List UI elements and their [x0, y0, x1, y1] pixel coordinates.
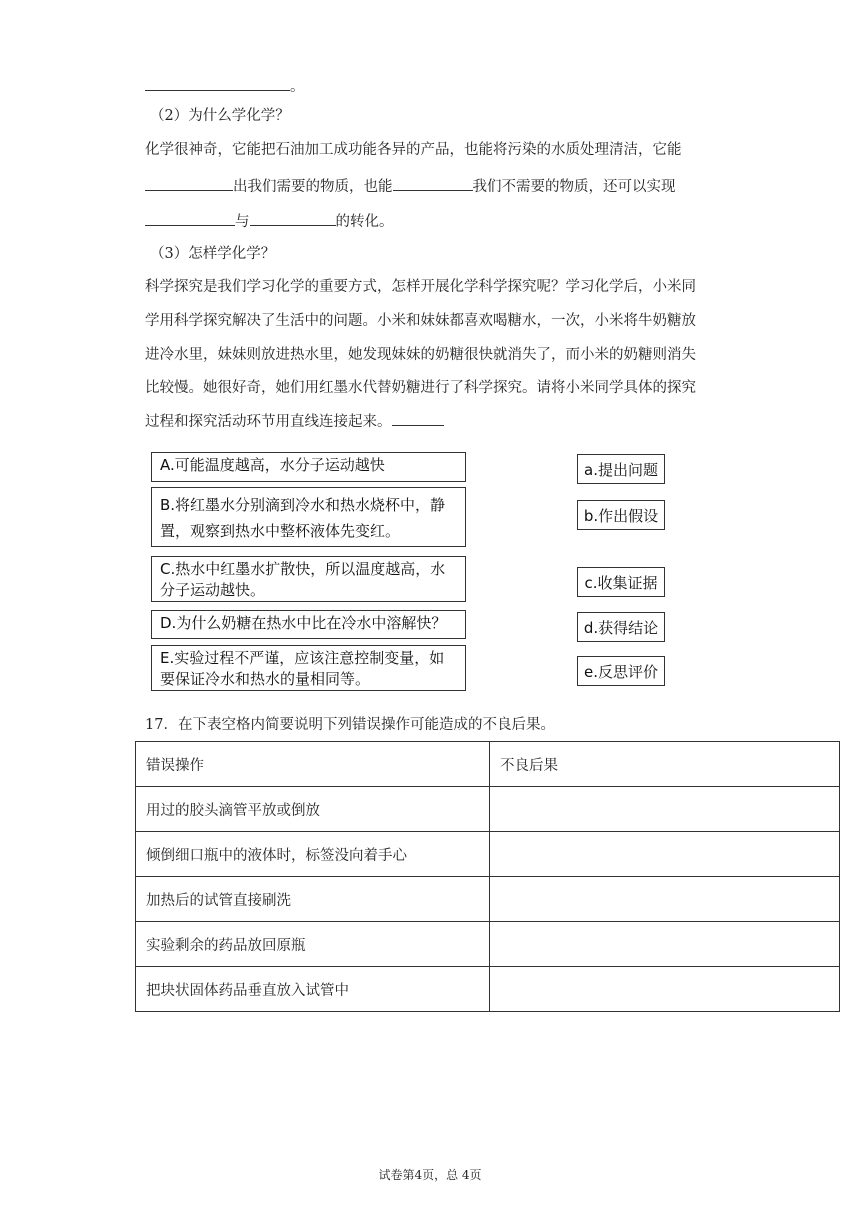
process-box-b[interactable]: B.将红墨水分别滴到冷水和热水烧杯中，静 置，观察到热水中整杯液体先变红。 — [151, 487, 466, 547]
part3-heading: （3）怎样学化学？ — [150, 246, 276, 262]
part2-heading: （2）为什么学化学？ — [150, 108, 290, 124]
operation-cell: 把块状固体药品垂直放入试管中 — [136, 967, 490, 1012]
table-row — [136, 787, 840, 832]
answer-cell[interactable] — [490, 967, 840, 1012]
answer-cell[interactable] — [490, 787, 840, 832]
answer-blank[interactable] — [393, 176, 473, 191]
part2-line3: 与 的转化。 — [145, 211, 394, 232]
table-header-cell: 错误操作 — [136, 742, 490, 787]
step-box-b[interactable]: b.作出假设 — [577, 500, 665, 530]
page-footer: 试卷第4页，总 4页 — [378, 1168, 482, 1182]
step-box-c[interactable]: c.收集证据 — [577, 567, 665, 597]
part3-paragraph-line: 进冷水里，妹妹则放进热水里，她发现妹妹的奶糖很快就消失了，而小米的奶糖则消失 — [145, 347, 696, 363]
process-box-c[interactable]: C.热水中红墨水扩散快，所以温度越高，水 分子运动越快。 — [151, 556, 466, 602]
process-box-d[interactable]: D.为什么奶糖在热水中比在冷水中溶解快？ — [151, 610, 466, 639]
process-box-a[interactable]: A.可能温度越高，水分子运动越快 — [151, 452, 466, 482]
part3-paragraph-line: 比较慢。她很好奇，她们用红墨水代替奶糖进行了科学探究。请将小米同学具体的探究 — [145, 380, 696, 396]
answer-cell[interactable] — [490, 877, 840, 922]
answer-blank[interactable] — [145, 211, 235, 226]
process-box-e[interactable]: E.实验过程不严谨，应该注意控制变量，如 要保证冷水和热水的量相同等。 — [151, 645, 466, 691]
step-box-e[interactable]: e.反思评价 — [577, 656, 665, 686]
answer-blank[interactable] — [145, 176, 233, 191]
answer-line-top: 。 — [145, 76, 305, 97]
answer-blank[interactable] — [145, 76, 290, 91]
step-box-d[interactable]: d.获得结论 — [577, 612, 665, 642]
table-row — [136, 967, 840, 1012]
step-box-a[interactable]: a.提出问题 — [577, 454, 665, 484]
answer-blank[interactable] — [392, 411, 444, 426]
part3-paragraph-line: 过程和探究活动环节用直线连接起来。 — [145, 411, 444, 432]
answer-cell[interactable] — [490, 922, 840, 967]
table-header-cell: 不良后果 — [490, 742, 840, 787]
part3-paragraph-line: 科学探究是我们学习化学的重要方式，怎样开展化学科学探究呢？学习化学后，小米同 — [145, 279, 696, 295]
operation-cell: 实验剩余的药品放回原瓶 — [136, 922, 490, 967]
operation-cell: 加热后的试管直接刷洗 — [136, 877, 490, 922]
table-row — [136, 832, 840, 877]
table-header-row — [136, 742, 840, 787]
operation-cell: 用过的胶头滴管平放或倒放 — [136, 787, 490, 832]
q17-title: 17．在下表空格内简要说明下列错误操作可能造成的不良后果。 — [145, 717, 555, 733]
answer-blank[interactable] — [250, 211, 336, 226]
answer-cell[interactable] — [490, 832, 840, 877]
consequence-table — [135, 741, 840, 1012]
operation-cell: 倾倒细口瓶中的液体时，标签没向着手心 — [136, 832, 490, 877]
part3-paragraph-line: 学用科学探究解决了生活中的问题。小米和妹妹都喜欢喝糖水，一次，小米将牛奶糖放 — [145, 313, 696, 329]
part2-line2: 出我们需要的物质，也能 我们不需要的物质，还可以实现 — [145, 176, 676, 197]
table-row — [136, 922, 840, 967]
table-row — [136, 877, 840, 922]
part2-line1: 化学很神奇，它能把石油加工成功能各异的产品，也能将污染的水质处理清洁，它能 — [145, 142, 682, 158]
